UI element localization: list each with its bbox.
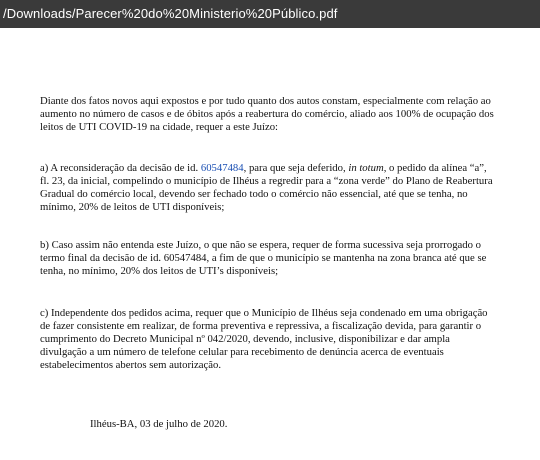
- decision-id-link[interactable]: 60547484: [200, 162, 244, 174]
- viewer-titlebar: [0, 0, 540, 29]
- pdf-page: [0, 28, 540, 460]
- item-c-paragraph: c) Independente dos pedidos acima, requer que o Município de Ilhéus seja condenado em uma obrigação de fazer consistente em realizar, de forma preventiva e repressiva, a fiscalização devida, para garantir o cumprimento do Decreto Municipal nº 042/2020, devendo, inclusive, disponibilizar e dar ampla divulgação a um número de telefone celular para recebimento de denúncia acerca de eventuais estabelecimentos abertos sem autorização.: [40, 307, 488, 371]
- intro-paragraph: Diante dos fatos novos aqui expostos e por tudo quanto dos autos constam, especialmente com relação ao aumento no número de casos e de óbitos após a reabertura do comércio, aliado aos 100% de ocupação dos leitos de UTI COVID-19 na cidade, requer a este Juízo:: [40, 95, 494, 133]
- file-path: /Downloads/Parecer%20do%20Ministerio%20Público.pdf: [3, 6, 338, 21]
- item-a-paragraph: [40, 162, 498, 214]
- item-a-text-2: , para que seja deferido,: [243, 162, 349, 174]
- item-b-paragraph: b) Caso assim não entenda este Juízo, o que não se espera, requer de forma sucessiva seja prorrogado o termo final da decisão de id. 60547484, a fim de que o município se mantenha na zona branca até que se tenha, no mínimo, 20% dos leitos de UTI’s disponíveis;: [40, 239, 487, 277]
- in-totum-emphasis: in totum: [348, 162, 384, 174]
- item-a-text-1: a) A reconsideração da decisão de id.: [40, 162, 201, 174]
- item-a-text-3: , o pedido da alínea “a”, fl. 23, da inicial, compelindo o município de Ilhéus a regredir para a “zona verde” do Plano de Reabertura Gradual do comércio local, devendo ser fechado todo o comércio não essencial, até que se tenha, no mínimo, 20% de leitos de UTI disponíveis;: [40, 162, 493, 213]
- date-signature-line: Ilhéus-BA, 03 de julho de 2020.: [90, 418, 228, 430]
